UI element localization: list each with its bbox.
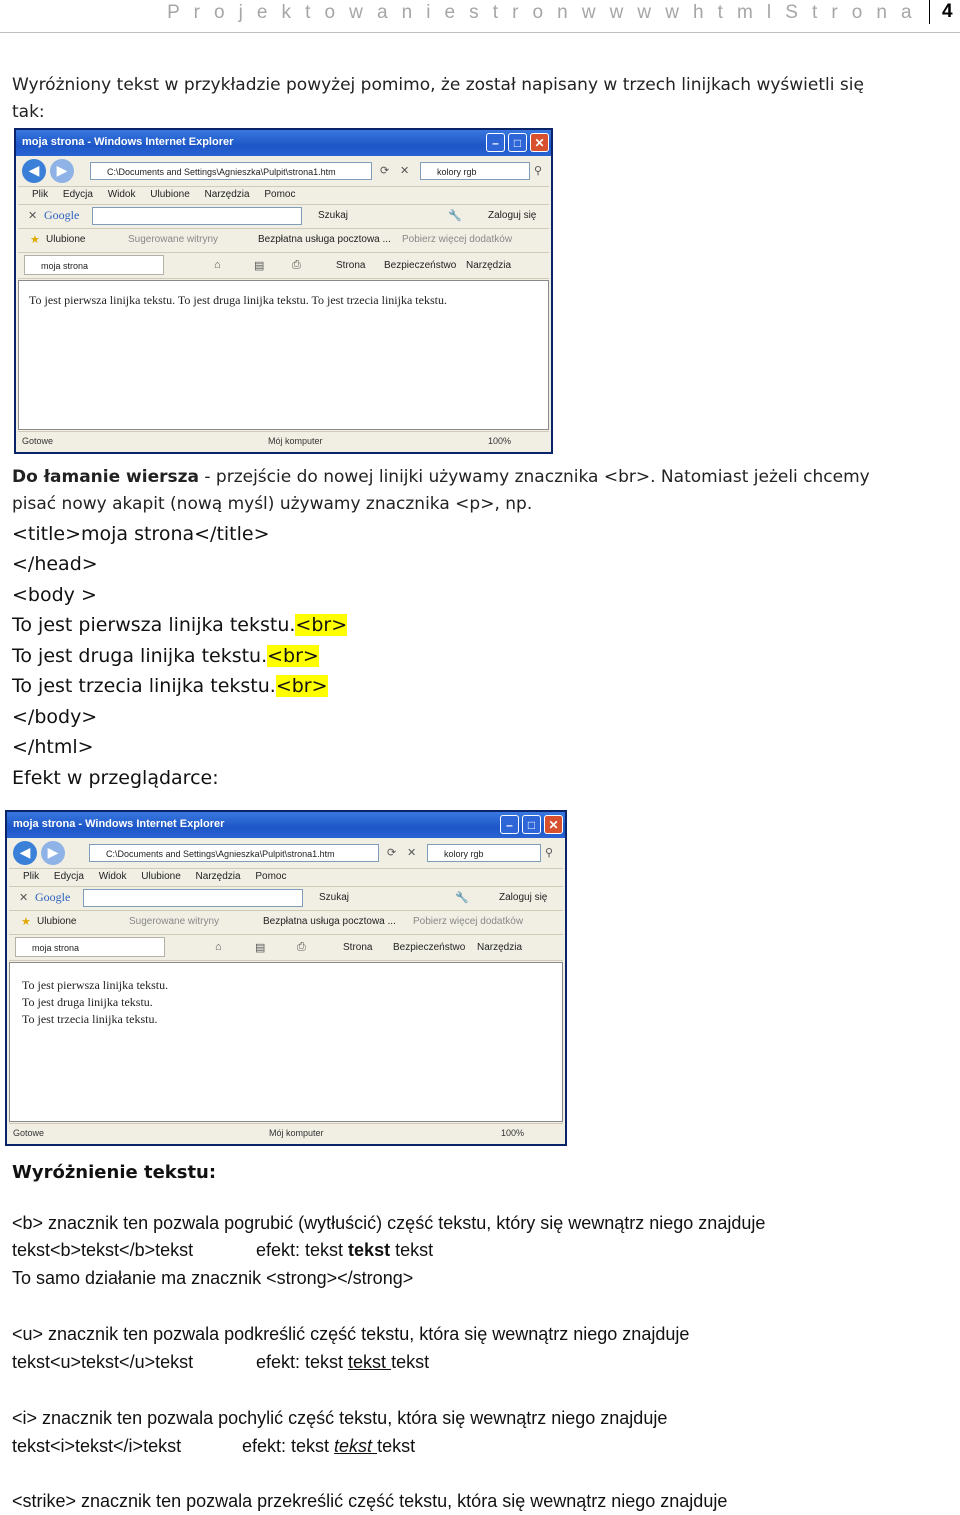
home-icon[interactable]: ⌂ (215, 941, 222, 953)
menu-tools[interactable]: Narzędzia (195, 871, 241, 882)
forward-icon[interactable]: ▶ (50, 159, 74, 183)
u-description: <u> znacznik ten pozwala podkreślić część tekstu, która się wewnątrz niego znajduje (12, 1324, 690, 1344)
home-icon[interactable]: ⌂ (214, 259, 221, 271)
intro-line-2: tak: (12, 102, 45, 122)
running-header-title: P r o j e k t o w a n i e s t r o n w w w w h t m l S t r o n a (167, 2, 916, 23)
browser-title: moja strona - Windows Internet Explorer (22, 136, 234, 148)
back-icon[interactable]: ◀ (22, 159, 46, 183)
browser-content-2 (9, 962, 563, 1122)
print-icon[interactable]: ⎙ (292, 259, 301, 271)
menu-edit[interactable]: Edycja (53, 871, 84, 882)
code-br-2: <br> (267, 645, 319, 667)
code-line-3: <body > (12, 584, 97, 606)
status-bar-2 (9, 1123, 563, 1142)
safety-menu[interactable]: Bezpieczeństwo (384, 260, 457, 271)
u-code: tekst<u>tekst</u>tekst (12, 1352, 194, 1372)
i-code: tekst<i>tekst</i>tekst (12, 1436, 182, 1456)
address-bar-2[interactable]: C:\Documents and Settings\Agnieszka\Pulpit\strona1.htm (89, 844, 379, 862)
search-icon[interactable]: ⚲ (545, 847, 554, 859)
header-rule (0, 32, 960, 33)
google-toolbar (18, 204, 549, 229)
tools-menu[interactable]: Narzędzia (477, 942, 523, 953)
star-icon: ★ (21, 916, 31, 928)
b-code: tekst<b>tekst</b>tekst (12, 1240, 194, 1260)
tools-menu[interactable]: Narzędzia (466, 260, 512, 271)
content-lines (22, 977, 168, 1028)
status-zone: Mój komputer (268, 436, 323, 446)
status-zone: Mój komputer (269, 1128, 324, 1138)
browser-window-1 (14, 128, 553, 454)
code-text-1: To jest pierwsza linijka tekstu. (12, 614, 296, 636)
search-box-2[interactable]: kolory rgb (427, 844, 541, 862)
b-effect-bold: tekst (348, 1240, 391, 1260)
search-icon[interactable]: ⚲ (534, 165, 543, 177)
i-effect-post: tekst (377, 1436, 416, 1456)
favorites-bar-2 (9, 910, 563, 935)
address-row-2 (9, 838, 563, 869)
code-line-7: </body> (12, 706, 98, 728)
free-mail-link[interactable]: Bezpłatna usługa pocztowa ... (258, 234, 391, 245)
code-line-5 (12, 645, 319, 667)
tab-row-2 (9, 934, 563, 961)
menu-favorites[interactable]: Ulubione (141, 871, 181, 882)
star-icon: ★ (30, 234, 40, 246)
suggested-sites-link[interactable]: Sugerowane witryny (129, 916, 220, 927)
wrench-icon[interactable]: 🔧 (448, 210, 462, 222)
menu-tools[interactable]: Narzędzia (204, 189, 250, 200)
code-line-8: </html> (12, 736, 94, 758)
menu-favorites[interactable]: Ulubione (150, 189, 190, 200)
refresh-icon[interactable]: ⟳ (387, 847, 397, 859)
stop-icon[interactable]: ✕ (400, 165, 410, 177)
content-line-3: To jest trzecia linijka tekstu. (22, 1012, 158, 1026)
browser-title-2: moja strona - Windows Internet Explorer (13, 818, 225, 830)
browser-titlebar-2 (7, 812, 565, 838)
code-line-2: </head> (12, 553, 98, 575)
code-line-6 (12, 675, 328, 697)
break-term: Do łamanie wiersza (12, 467, 199, 487)
stop-icon[interactable]: ✕ (407, 847, 417, 859)
wrench-icon[interactable]: 🔧 (455, 892, 469, 904)
code-text-2: To jest druga linijka tekstu. (12, 645, 268, 667)
emphasis-heading: Wyróżnienie tekstu: (12, 1162, 217, 1183)
tab-moja-strona[interactable]: moja strona (24, 255, 164, 275)
menu-bar (18, 186, 549, 205)
b-effect-post: tekst (390, 1240, 434, 1260)
google-search-button[interactable]: Szukaj (318, 210, 349, 221)
u-effect-post: tekst (391, 1352, 430, 1372)
content-single-line: To jest pierwsza linijka tekstu. To jest druga linijka tekstu. To jest trzecia linijka tekstu. (29, 293, 447, 307)
close-icon[interactable]: ✕ (544, 815, 563, 834)
status-ready: Gotowe (13, 1128, 45, 1138)
b-effect (256, 1240, 433, 1261)
code-br-1: <br> (295, 614, 348, 636)
tab-moja-strona[interactable]: moja strona (15, 937, 165, 957)
google-search-input[interactable] (83, 889, 303, 907)
address-bar[interactable]: C:\Documents and Settings\Agnieszka\Pulpit\strona1.htm (90, 162, 372, 180)
u-effect-pre: efekt: tekst (256, 1352, 349, 1372)
minimize-icon[interactable]: – (500, 815, 519, 834)
google-logo: Google (35, 890, 71, 904)
sign-in-button[interactable]: Zaloguj się (488, 210, 537, 221)
break-text: - przejście do nowej linijki używamy znacznika <br>. Natomiast jeżeli chcemy (198, 467, 870, 487)
code-line-9: Efekt w przeglądarce: (12, 767, 219, 789)
code-line-1: <title>moja strona</title> (12, 523, 270, 545)
close-toolbar-icon[interactable]: ✕ (28, 210, 38, 222)
sign-in-button[interactable]: Zaloguj się (499, 892, 548, 903)
favorites-button[interactable]: Ulubione (37, 916, 77, 927)
feeds-icon[interactable]: ▤ (255, 942, 266, 954)
maximize-icon[interactable]: □ (508, 133, 527, 152)
addons-link[interactable]: Pobierz więcej dodatków (413, 916, 524, 927)
menu-edit[interactable]: Edycja (62, 189, 93, 200)
menu-help[interactable]: Pomoc (264, 189, 296, 200)
forward-icon[interactable]: ▶ (41, 841, 65, 865)
i-effect-pre: efekt: tekst (242, 1436, 335, 1456)
i-description: <i> znacznik ten pozwala pochylić część tekstu, która się wewnątrz niego znajduje (12, 1408, 668, 1428)
i-effect-italic: tekst (334, 1436, 378, 1456)
print-icon[interactable]: ⎙ (297, 941, 306, 953)
i-effect (242, 1436, 415, 1457)
menu-help[interactable]: Pomoc (255, 871, 287, 882)
favorites-button[interactable]: Ulubione (46, 234, 86, 245)
status-ready: Gotowe (22, 436, 54, 446)
addons-link[interactable]: Pobierz więcej dodatków (402, 234, 513, 245)
b-description: <b> znacznik ten pozwala pogrubić (wytłuścić) część tekstu, który się wewnątrz niego znajduje (12, 1213, 766, 1233)
suggested-sites-link[interactable]: Sugerowane witryny (128, 234, 219, 245)
free-mail-link[interactable]: Bezpłatna usługa pocztowa ... (263, 916, 396, 927)
page-menu[interactable]: Strona (343, 942, 373, 953)
back-icon[interactable]: ◀ (13, 841, 37, 865)
strong-line: To samo działanie ma znacznik <strong></strong> (12, 1268, 414, 1288)
break-line-1 (12, 467, 870, 487)
favorites-bar (18, 228, 549, 253)
google-toolbar-2 (9, 886, 563, 911)
intro-line-1: Wyróżniony tekst w przykładzie powyżej pomimo, że został napisany w trzech linijkach wyświetli się (12, 75, 864, 95)
break-line-2: pisać nowy akapit (nową myśl) używamy znacznika <p>, np. (12, 494, 533, 514)
google-search-input[interactable] (92, 207, 302, 225)
code-br-3: <br> (275, 675, 328, 697)
code-text-3: To jest trzecia linijka tekstu. (12, 675, 276, 697)
search-box[interactable]: kolory rgb (420, 162, 530, 180)
u-effect (256, 1352, 429, 1373)
browser-titlebar (16, 130, 551, 156)
menu-file[interactable]: Plik (32, 189, 49, 200)
page-number: 4 (942, 1, 953, 22)
menu-view[interactable]: Widok (98, 871, 127, 882)
zoom-level[interactable]: 100% (488, 436, 512, 446)
google-search-button[interactable]: Szukaj (319, 892, 350, 903)
feeds-icon[interactable]: ▤ (254, 260, 265, 272)
maximize-icon[interactable]: □ (522, 815, 541, 834)
page-menu[interactable]: Strona (336, 260, 366, 271)
u-effect-underlined: tekst (348, 1352, 392, 1372)
content-line-1: To jest pierwsza linijka tekstu. (22, 978, 169, 992)
browser-content (18, 280, 549, 430)
menu-bar-2 (9, 868, 563, 887)
browser-window-2 (5, 810, 567, 1146)
code-line-4 (12, 614, 347, 636)
content-line-2: To jest druga linijka tekstu. (22, 995, 153, 1009)
status-bar (18, 431, 549, 450)
address-row (18, 156, 549, 187)
google-logo: Google (44, 208, 80, 222)
refresh-icon[interactable]: ⟳ (380, 165, 390, 177)
close-icon[interactable]: ✕ (530, 133, 549, 152)
minimize-icon[interactable]: – (486, 133, 505, 152)
strike-description: <strike> znacznik ten pozwala przekreślić część tekstu, która się wewnątrz niego znajduje (12, 1491, 728, 1511)
header-divider (929, 0, 930, 24)
menu-view[interactable]: Widok (107, 189, 136, 200)
menu-file[interactable]: Plik (23, 871, 40, 882)
safety-menu[interactable]: Bezpieczeństwo (393, 942, 466, 953)
b-effect-pre: efekt: tekst (256, 1240, 349, 1260)
zoom-level[interactable]: 100% (501, 1128, 525, 1138)
close-toolbar-icon[interactable]: ✕ (19, 892, 29, 904)
tab-row (18, 252, 549, 279)
